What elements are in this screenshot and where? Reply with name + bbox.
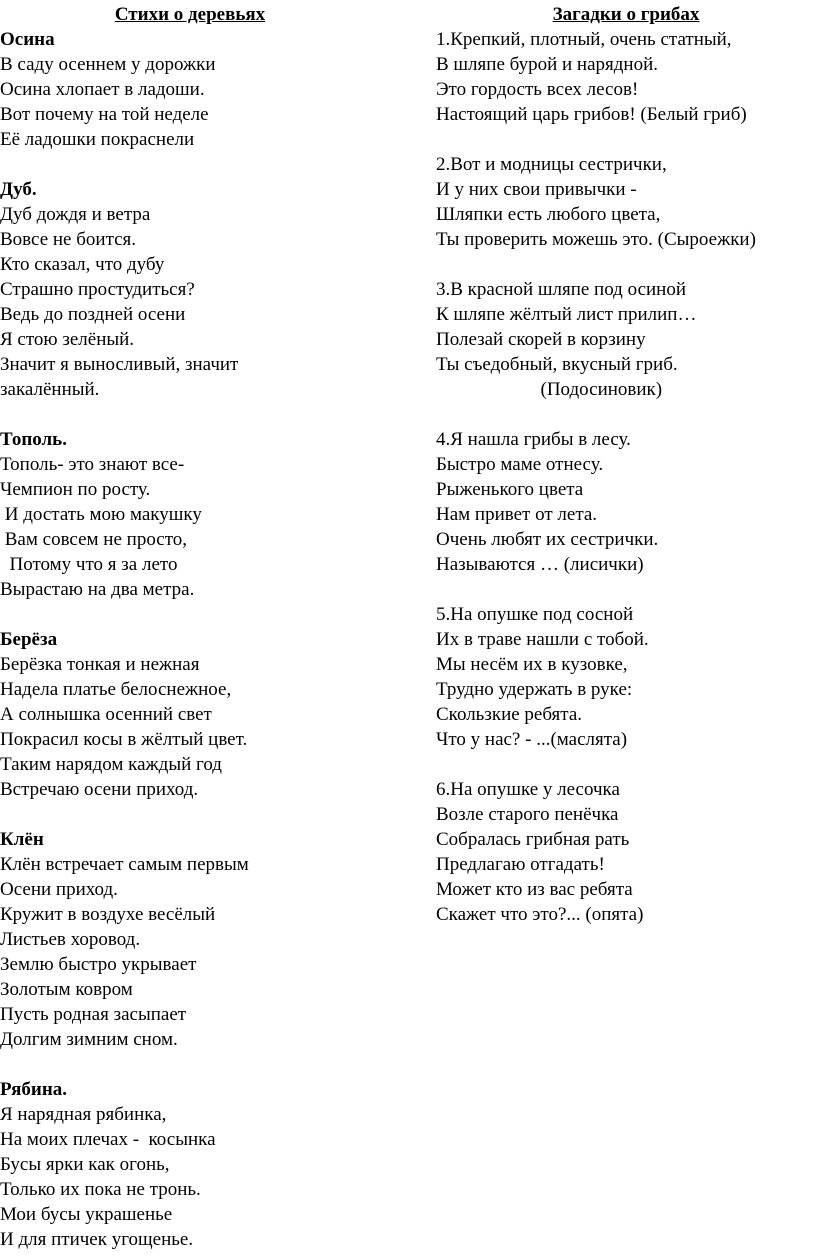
- spacer: [436, 252, 816, 277]
- poem-line: И достать мою макушку: [0, 504, 202, 525]
- poem-line: Землю быстро укрывает: [0, 954, 197, 975]
- poem-line: Бусы ярки как огонь,: [0, 1154, 170, 1175]
- poem-line: В саду осеннем у дорожки: [0, 54, 216, 75]
- riddle-line: 6.На опушке у лесочка: [436, 779, 620, 800]
- poem-line: Кто сказал, что дубу: [0, 254, 165, 275]
- poem-title: Рябина.: [0, 1079, 68, 1100]
- poems-list: [0, 27, 400, 1252]
- riddle-line: Нам привет от лета.: [436, 504, 598, 525]
- riddle-line: 1.Крепкий, плотный, очень статный,: [436, 29, 732, 50]
- spacer: [0, 402, 400, 427]
- spacer: [0, 602, 400, 627]
- spacer: [436, 577, 816, 602]
- poem-block: [0, 627, 400, 802]
- riddle-line: Полезай скорей в корзину: [436, 329, 646, 350]
- riddle-line: Называются … (лисички): [436, 554, 644, 575]
- riddle-block: [436, 152, 816, 252]
- riddle-line: Быстро маме отнесу.: [436, 454, 604, 475]
- poem-line: Встречаю осени приход.: [0, 779, 199, 800]
- poem-line: Чемпион по росту.: [0, 479, 151, 500]
- poem-line: Дуб дождя и ветра: [0, 204, 151, 225]
- poem-line: Её ладошки покраснели: [0, 129, 195, 150]
- poem-title: Дуб.: [0, 179, 37, 200]
- riddle-line: И у них свои привычки -: [436, 179, 637, 200]
- poem-title: Осина: [0, 29, 55, 50]
- poems-heading: Стихи о деревьях: [114, 4, 266, 25]
- riddle-line: Скользкие ребята.: [436, 704, 583, 725]
- riddle-line: Очень любят их сестрички.: [436, 529, 659, 550]
- poem-line: Клён встречает самым первым: [0, 854, 249, 875]
- poem-line: Только их пока не тронь.: [0, 1179, 201, 1200]
- poem-line: И для птичек угощенье.: [0, 1229, 194, 1250]
- riddle-line: (Подосиновик): [436, 379, 663, 400]
- poem-title: Берёза: [0, 629, 58, 650]
- spacer: [0, 1052, 400, 1077]
- poem-line: Вырастаю на два метра.: [0, 579, 195, 600]
- riddle-line: 4.Я нашла грибы в лесу.: [436, 429, 631, 450]
- riddle-line: Мы несём их в кузовке,: [436, 654, 628, 675]
- poem-line: Мои бусы украшенье: [0, 1204, 173, 1225]
- poem-line: Я стою зелёный.: [0, 329, 135, 350]
- riddle-line: В шляпе бурой и нарядной.: [436, 54, 658, 75]
- riddle-line: Собралась грибная рать: [436, 829, 630, 850]
- riddle-line: Настоящий царь грибов! (Белый гриб): [436, 104, 747, 125]
- poem-line: закалённый.: [0, 379, 100, 400]
- riddle-line: Может кто из вас ребята: [436, 879, 633, 900]
- poem-line: Осени приход.: [0, 879, 118, 900]
- poem-block: [0, 827, 400, 1052]
- poem-block: [0, 27, 400, 152]
- riddle-line: Рыженького цвета: [436, 479, 584, 500]
- poem-line: Таким нарядом каждый год: [0, 754, 222, 775]
- spacer: [0, 152, 400, 177]
- poem-line: Пусть родная засыпает: [0, 1004, 187, 1025]
- spacer: [436, 752, 816, 777]
- riddle-line: Трудно удержать в руке:: [436, 679, 633, 700]
- riddle-line: 5.На опушке под сосной: [436, 604, 634, 625]
- poem-line: Золотым ковром: [0, 979, 133, 1000]
- poem-title: Тополь.: [0, 429, 67, 450]
- poem-line: Кружит в воздухе весёлый: [0, 904, 216, 925]
- poem-line: Вам совсем не просто,: [0, 529, 188, 550]
- riddles-column: [436, 2, 816, 927]
- poems-column: [0, 2, 400, 1252]
- poem-line: Значит я выносливый, значит: [0, 354, 239, 375]
- riddle-block: [436, 427, 816, 577]
- riddle-line: Что у нас? - ...(маслята): [436, 729, 628, 750]
- spacer: [436, 127, 816, 152]
- poem-line: Берёзка тонкая и нежная: [0, 654, 200, 675]
- poem-block: [0, 1077, 400, 1252]
- riddles-list: [436, 27, 816, 927]
- spacer: [0, 802, 400, 827]
- riddles-heading: Загадки о грибах: [552, 4, 700, 25]
- riddle-block: [436, 777, 816, 927]
- poem-line: Страшно простудиться?: [0, 279, 195, 300]
- riddle-line: Ты проверить можешь это. (Сыроежки): [436, 229, 756, 250]
- poem-line: Ведь до поздней осени: [0, 304, 186, 325]
- riddle-line: К шляпе жёлтый лист прилип…: [436, 304, 697, 325]
- riddle-line: Предлагаю отгадать!: [436, 854, 605, 875]
- poem-line: Вовсе не боится.: [0, 229, 137, 250]
- poem-block: [0, 177, 400, 402]
- poem-title: Клён: [0, 829, 44, 850]
- riddle-line: Это гордость всех лесов!: [436, 79, 639, 100]
- poem-line: Тополь- это знают все-: [0, 454, 185, 475]
- poem-block: [0, 427, 400, 602]
- riddle-line: Их в траве нашли с тобой.: [436, 629, 649, 650]
- poem-line: На моих плечах - косынка: [0, 1129, 216, 1150]
- riddle-block: [436, 602, 816, 752]
- riddle-line: Скажет что это?... (опята): [436, 904, 644, 925]
- riddle-line: Возле старого пенёчка: [436, 804, 619, 825]
- riddle-line: 2.Вот и модницы сестрички,: [436, 154, 667, 175]
- poem-line: Потому что я за лето: [0, 554, 178, 575]
- poem-line: А солнышка осенний свет: [0, 704, 212, 725]
- riddle-line: 3.В красной шляпе под осиной: [436, 279, 687, 300]
- poem-line: Долгим зимним сном.: [0, 1029, 178, 1050]
- riddle-block: [436, 277, 816, 402]
- poem-line: Вот почему на той неделе: [0, 104, 209, 125]
- riddle-block: [436, 27, 816, 127]
- poem-line: Надела платье белоснежное,: [0, 679, 232, 700]
- riddle-line: Ты съедобный, вкусный гриб.: [436, 354, 678, 375]
- spacer: [436, 402, 816, 427]
- poem-line: Листьев хоровод.: [0, 929, 141, 950]
- poem-line: Покрасил косы в жёлтый цвет.: [0, 729, 248, 750]
- poem-line: Я нарядная рябинка,: [0, 1104, 167, 1125]
- poem-line: Осина хлопает в ладоши.: [0, 79, 205, 100]
- riddle-line: Шляпки есть любого цвета,: [436, 204, 661, 225]
